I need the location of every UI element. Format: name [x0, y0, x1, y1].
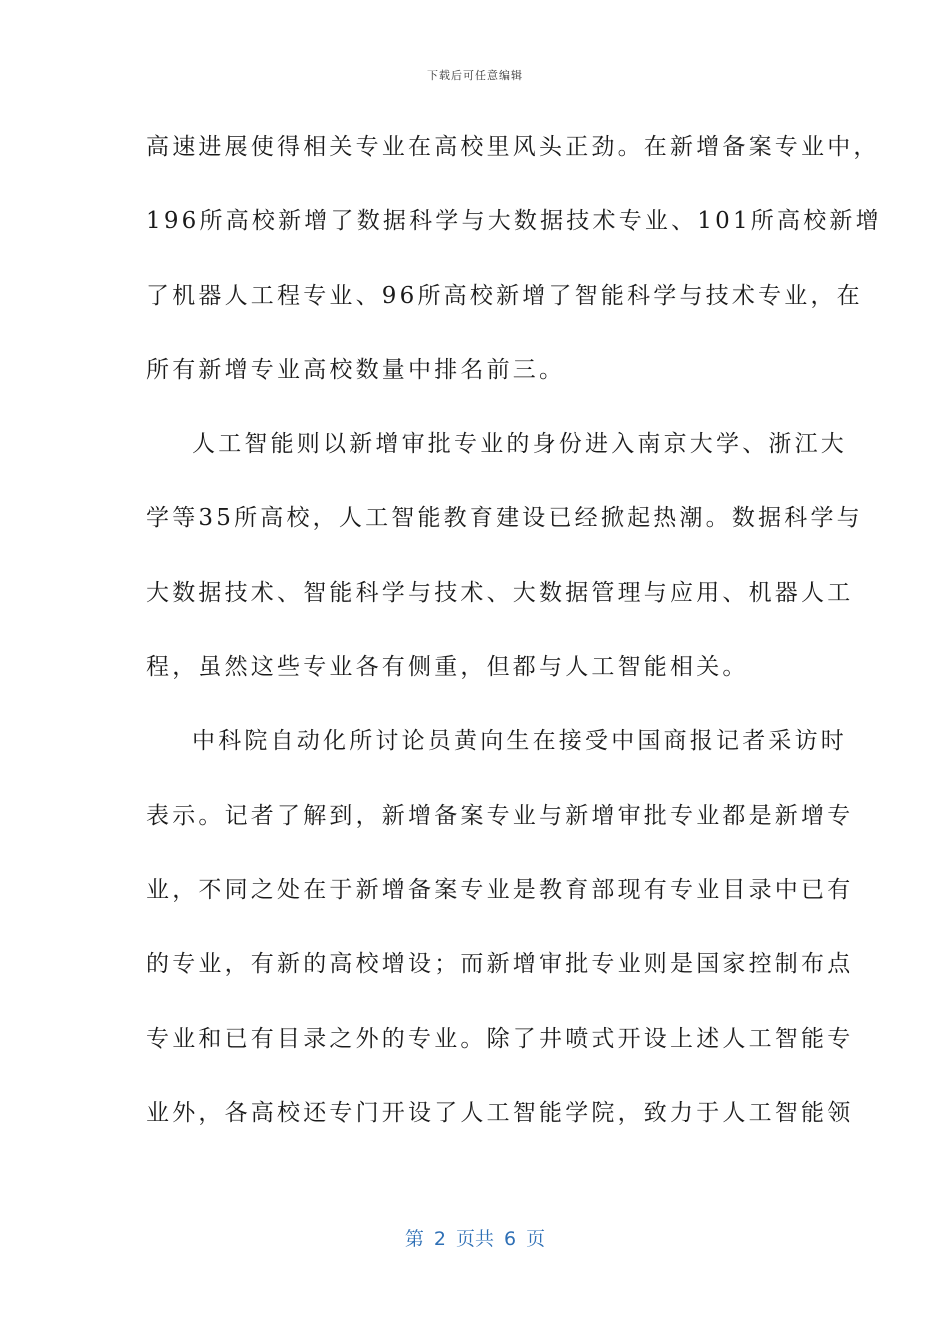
page-header: 下载后可任意编辑	[427, 69, 523, 82]
text-line: 业，不同之处在于新增备案专业是教育部现有专业目录中已有	[146, 876, 854, 903]
paragraph-first-line: 人工智能则以新增审批专业的身份进入南京大学、浙江大	[192, 431, 847, 458]
text-line: 高速进展使得相关专业在高校里风头正劲。在新增备案专业中，	[146, 134, 880, 160]
text-line: 表示。记者了解到，新增备案专业与新增审批专业都是新增专	[146, 802, 854, 829]
text-line: 所有新增专业高校数量中排名前三。	[146, 356, 566, 383]
text-line: 大数据技术、智能科学与技术、大数据管理与应用、机器人工	[146, 579, 854, 606]
text-line: 了机器人工程专业、96所高校新增了智能科学与技术专业，在	[146, 282, 863, 309]
page-footer: 第 2 页共 6 页	[404, 1228, 546, 1250]
text-line: 学等35所高校，人工智能教育建设已经掀起热潮。数据科学与	[146, 505, 863, 532]
text-line: 的专业，有新的高校增设；而新增审批专业则是国家控制布点	[146, 951, 854, 978]
document-body	[146, 125, 882, 1165]
text-line: 专业和已有目录之外的专业。除了井喷式开设上述人工智能专	[146, 1025, 854, 1052]
text-line: 程，虽然这些专业各有侧重，但都与人工智能相关。	[146, 654, 749, 681]
paragraph-first-line: 中科院自动化所讨论员黄向生在接受中国商报记者采访时	[192, 728, 847, 755]
text-line: 196所高校新增了数据科学与大数据技术专业、101所高校新增	[146, 208, 882, 235]
text-line: 业外，各高校还专门开设了人工智能学院，致力于人工智能领	[146, 1099, 854, 1126]
